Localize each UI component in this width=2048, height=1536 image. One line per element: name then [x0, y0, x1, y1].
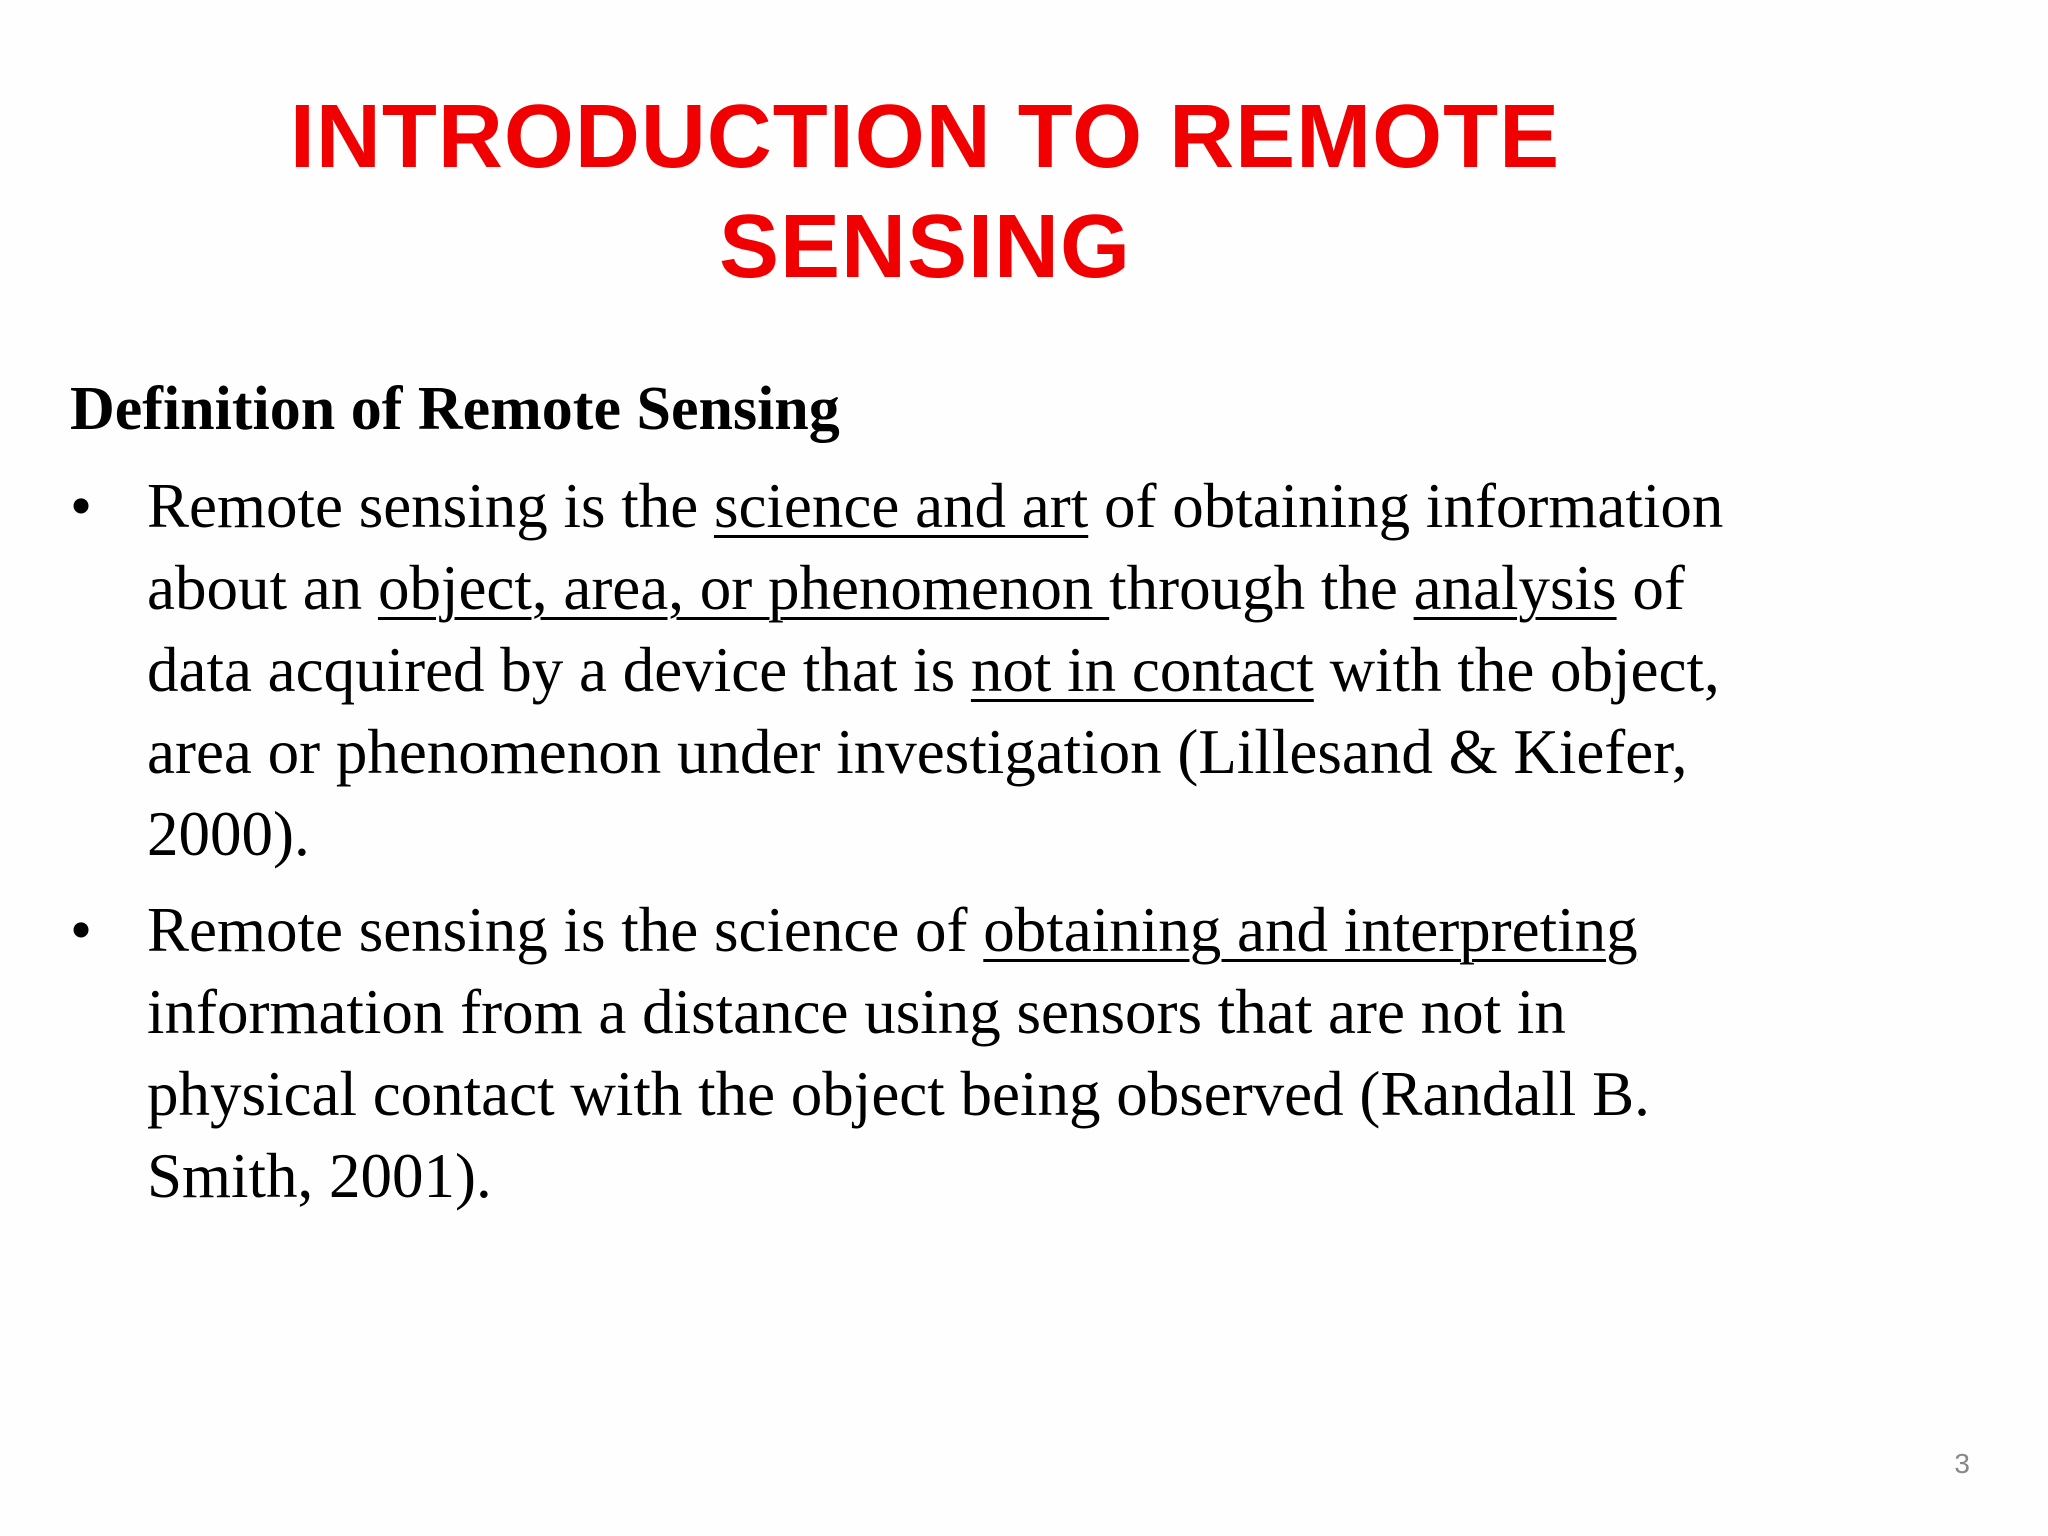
title-line-2: SENSING	[718, 197, 1132, 297]
text-run: data acquired by a device that is	[147, 635, 971, 705]
section-heading: Definition of Remote Sensing	[70, 375, 840, 443]
text-run: with the object,	[1313, 635, 1720, 705]
text-run: of obtaining information	[1088, 471, 1724, 541]
bullet-icon: •	[70, 471, 93, 541]
underlined-phrase: not in contact	[970, 635, 1314, 705]
text-run: area or phenomenon under investigation (Lillesand & Kiefer,	[147, 717, 1688, 787]
bullet-text	[147, 889, 1870, 1217]
text-line	[147, 889, 1870, 971]
bullet-icon: •	[70, 895, 93, 965]
bullet-item-2	[70, 889, 1870, 1217]
text-line	[147, 1053, 1870, 1135]
title-line-1: INTRODUCTION TO REMOTE	[289, 87, 1561, 187]
text-run: of	[1616, 553, 1685, 623]
text-line	[147, 547, 1870, 629]
text-run: about an	[147, 553, 378, 623]
bullet-list	[70, 465, 1870, 1231]
bullet-text	[147, 465, 1870, 875]
text-line	[147, 793, 1870, 875]
bullet-item-1	[70, 465, 1870, 875]
text-run: physical contact with the object being observed (Randall B.	[147, 1059, 1650, 1129]
text-run: 2000).	[147, 799, 310, 869]
underlined-phrase: object, area, or phenomenon	[377, 553, 1110, 623]
underlined-phrase: science and art	[713, 471, 1089, 541]
text-line	[147, 971, 1870, 1053]
text-run: Smith, 2001).	[147, 1141, 492, 1211]
text-line	[147, 629, 1870, 711]
underlined-phrase: obtaining and interpreting	[983, 895, 1638, 965]
slide-title	[150, 82, 1700, 302]
text-line	[147, 711, 1870, 793]
text-run: information from a distance using sensors that are not in	[147, 977, 1566, 1047]
underlined-phrase: analysis	[1413, 553, 1617, 623]
text-run: Remote sensing is the	[147, 471, 714, 541]
text-line	[147, 465, 1870, 547]
page-number: 3	[1954, 1448, 1970, 1479]
text-run: through the	[1109, 553, 1414, 623]
text-run: Remote sensing is the science of	[147, 895, 984, 965]
text-line	[147, 1135, 1870, 1217]
